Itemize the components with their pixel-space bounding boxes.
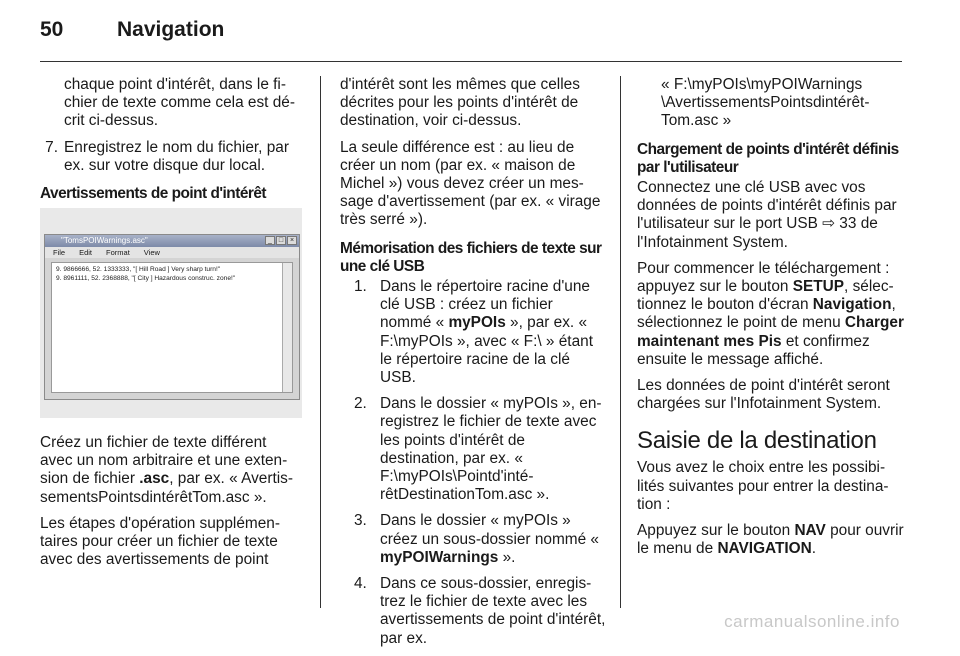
page-header [0, 0, 960, 62]
setup-button-label: SETUP [792, 278, 845, 296]
text-run: », par ex. « F:\myPOIs », avec « F:\ » étant le répertoire racine de la clé USB. [380, 314, 593, 387]
list-number: 4. [354, 575, 367, 593]
paragraph: d'intérêt sont les mêmes que celles décrites pour les points d'intérêt de destination, voir ci-dessus. [340, 76, 580, 130]
scrollbar [282, 263, 292, 392]
screenshot-figure [40, 208, 302, 418]
paragraph: Les données de point d'intérêt seront chargées sur l'Infotainment System. [637, 377, 890, 413]
list-item [340, 512, 606, 567]
list-item [340, 278, 606, 387]
nav-button-label: NAV [794, 522, 826, 540]
navigation-menu-label: NAVIGATION [717, 540, 812, 558]
section-title: Saisie de la destination [637, 427, 877, 455]
list-text [380, 512, 606, 567]
list-number: 3. [354, 512, 367, 530]
paragraph [637, 522, 907, 558]
menu-format: Format [106, 248, 130, 257]
text-run: Connectez une clé USB avec vos données de points d'intérêt définis par l'utilisateur sur le port USB [637, 179, 897, 233]
column-3 [637, 76, 907, 566]
column-1 [40, 76, 302, 205]
folder-name: myPOIWarnings [380, 548, 499, 566]
page-number: 50 [40, 18, 64, 41]
text-run: Appuyez sur le bouton [637, 522, 795, 540]
maximize-icon: □ [276, 236, 286, 245]
text-line-1: 9. 9866666, 52. 1333333, "[ Hill Road ] Very sharp turn!" [56, 266, 221, 273]
text-run: , sélectionnez le bouton d'écran [637, 278, 894, 314]
text-run: Pour commencer le téléchargement : appuyez sur le bouton [637, 259, 890, 296]
paragraph: Vous avez le choix entre les possibilités suivantes pour entrer la destination : [637, 459, 889, 513]
paragraph: Les étapes d'opération supplémentaires pour créer un fichier de texte avec des avertissements de point [40, 514, 280, 569]
continued-text: « F:\myPOIs\myPOIWarnings \AvertissementsPointsdintérêtTom.asc » [661, 76, 870, 130]
menu-view: View [143, 248, 160, 257]
text-run: de l'Infotainment System. [637, 215, 878, 251]
column-divider [620, 76, 621, 608]
list-number: 1. [354, 278, 367, 296]
text-run: Dans le dossier « myPOIs » créez un sous-dossier nommé « [380, 512, 599, 548]
list-text: Dans ce sous-dossier, enregistrez le fichier de texte avec les avertissements de point d'intérêt, par ex. [380, 575, 606, 647]
column-1-lower [40, 434, 302, 577]
section-heading: Mémorisation des fichiers de texte sur une clé USB [340, 239, 602, 275]
minimize-icon: _ [265, 236, 275, 245]
text-run: pour ouvrir le menu de [637, 522, 904, 558]
text-run: Dans le répertoire racine d'une clé USB : créez un fichier nommé « [380, 278, 590, 332]
list-item [40, 139, 302, 175]
text-run: . [811, 540, 817, 558]
text-area [51, 262, 293, 393]
text-line-2: 9. 8961111, 52. 2368888, "[ City ] Hazardous construc. zone!" [56, 275, 236, 282]
menu-bar [45, 247, 299, 258]
close-icon: × [287, 236, 297, 245]
page-reference: ⇨ 33 [822, 215, 857, 233]
notepad-window [44, 234, 300, 400]
list-number: 2. [354, 395, 367, 413]
page-title: Navigation [117, 18, 225, 41]
folder-name: myPOIs [448, 314, 506, 332]
list-text: Dans le dossier « myPOIs », enregistrez le fichier de texte avec les points d'intérêt de destination, par ex. « F:\myPOIs\Pointd'intérêtDestinationTom.asc ». [380, 395, 602, 504]
section-heading: Chargement de points d'intérêt définis par l'utilisateur [637, 140, 899, 176]
column-2 [340, 76, 606, 656]
text-run: , sélectionnez le point de menu [637, 296, 896, 332]
text-run: , par ex. « AvertissementsPointsdintérêtTom.asc ». [40, 470, 293, 506]
text-run: Créez un fichier de texte différent avec un nom arbitraire et une extension de fichier [40, 434, 288, 488]
continued-text: chaque point d'intérêt, dans le fichier de texte comme cela est décrit ci-dessus. [64, 76, 295, 130]
window-title: "TomsPOIWarnings.asc" [61, 236, 148, 245]
section-heading: Avertissements de point d'intérêt [40, 185, 267, 203]
column-divider [320, 76, 321, 608]
paragraph [637, 179, 907, 252]
list-text [380, 278, 606, 387]
header-rule [40, 61, 902, 62]
paragraph: La seule différence est : au lieu de créer un nom (par ex. « maison de Michel ») vous devez créer un message d'avertissement (par ex. « virage très serré »). [340, 138, 601, 229]
file-extension: .asc [139, 470, 170, 488]
list-number: 7. [45, 138, 58, 156]
window-titlebar [45, 235, 299, 247]
watermark: carmanualsonline.info [724, 612, 900, 631]
text-run: ». [498, 548, 516, 566]
text-run: et confirmez ensuite le message affiché. [637, 332, 870, 368]
list-item [340, 395, 606, 504]
menu-edit: Edit [79, 248, 93, 257]
menu-file: File [53, 248, 66, 257]
menu-item-label: Charger maintenant mes Pis [637, 314, 904, 350]
paragraph [637, 260, 907, 369]
paragraph [40, 434, 302, 507]
list-item [340, 575, 606, 648]
list-text: Enregistrez le nom du fichier, par ex. sur votre disque dur local. [64, 138, 289, 174]
navigation-button-label: Navigation [812, 296, 892, 314]
